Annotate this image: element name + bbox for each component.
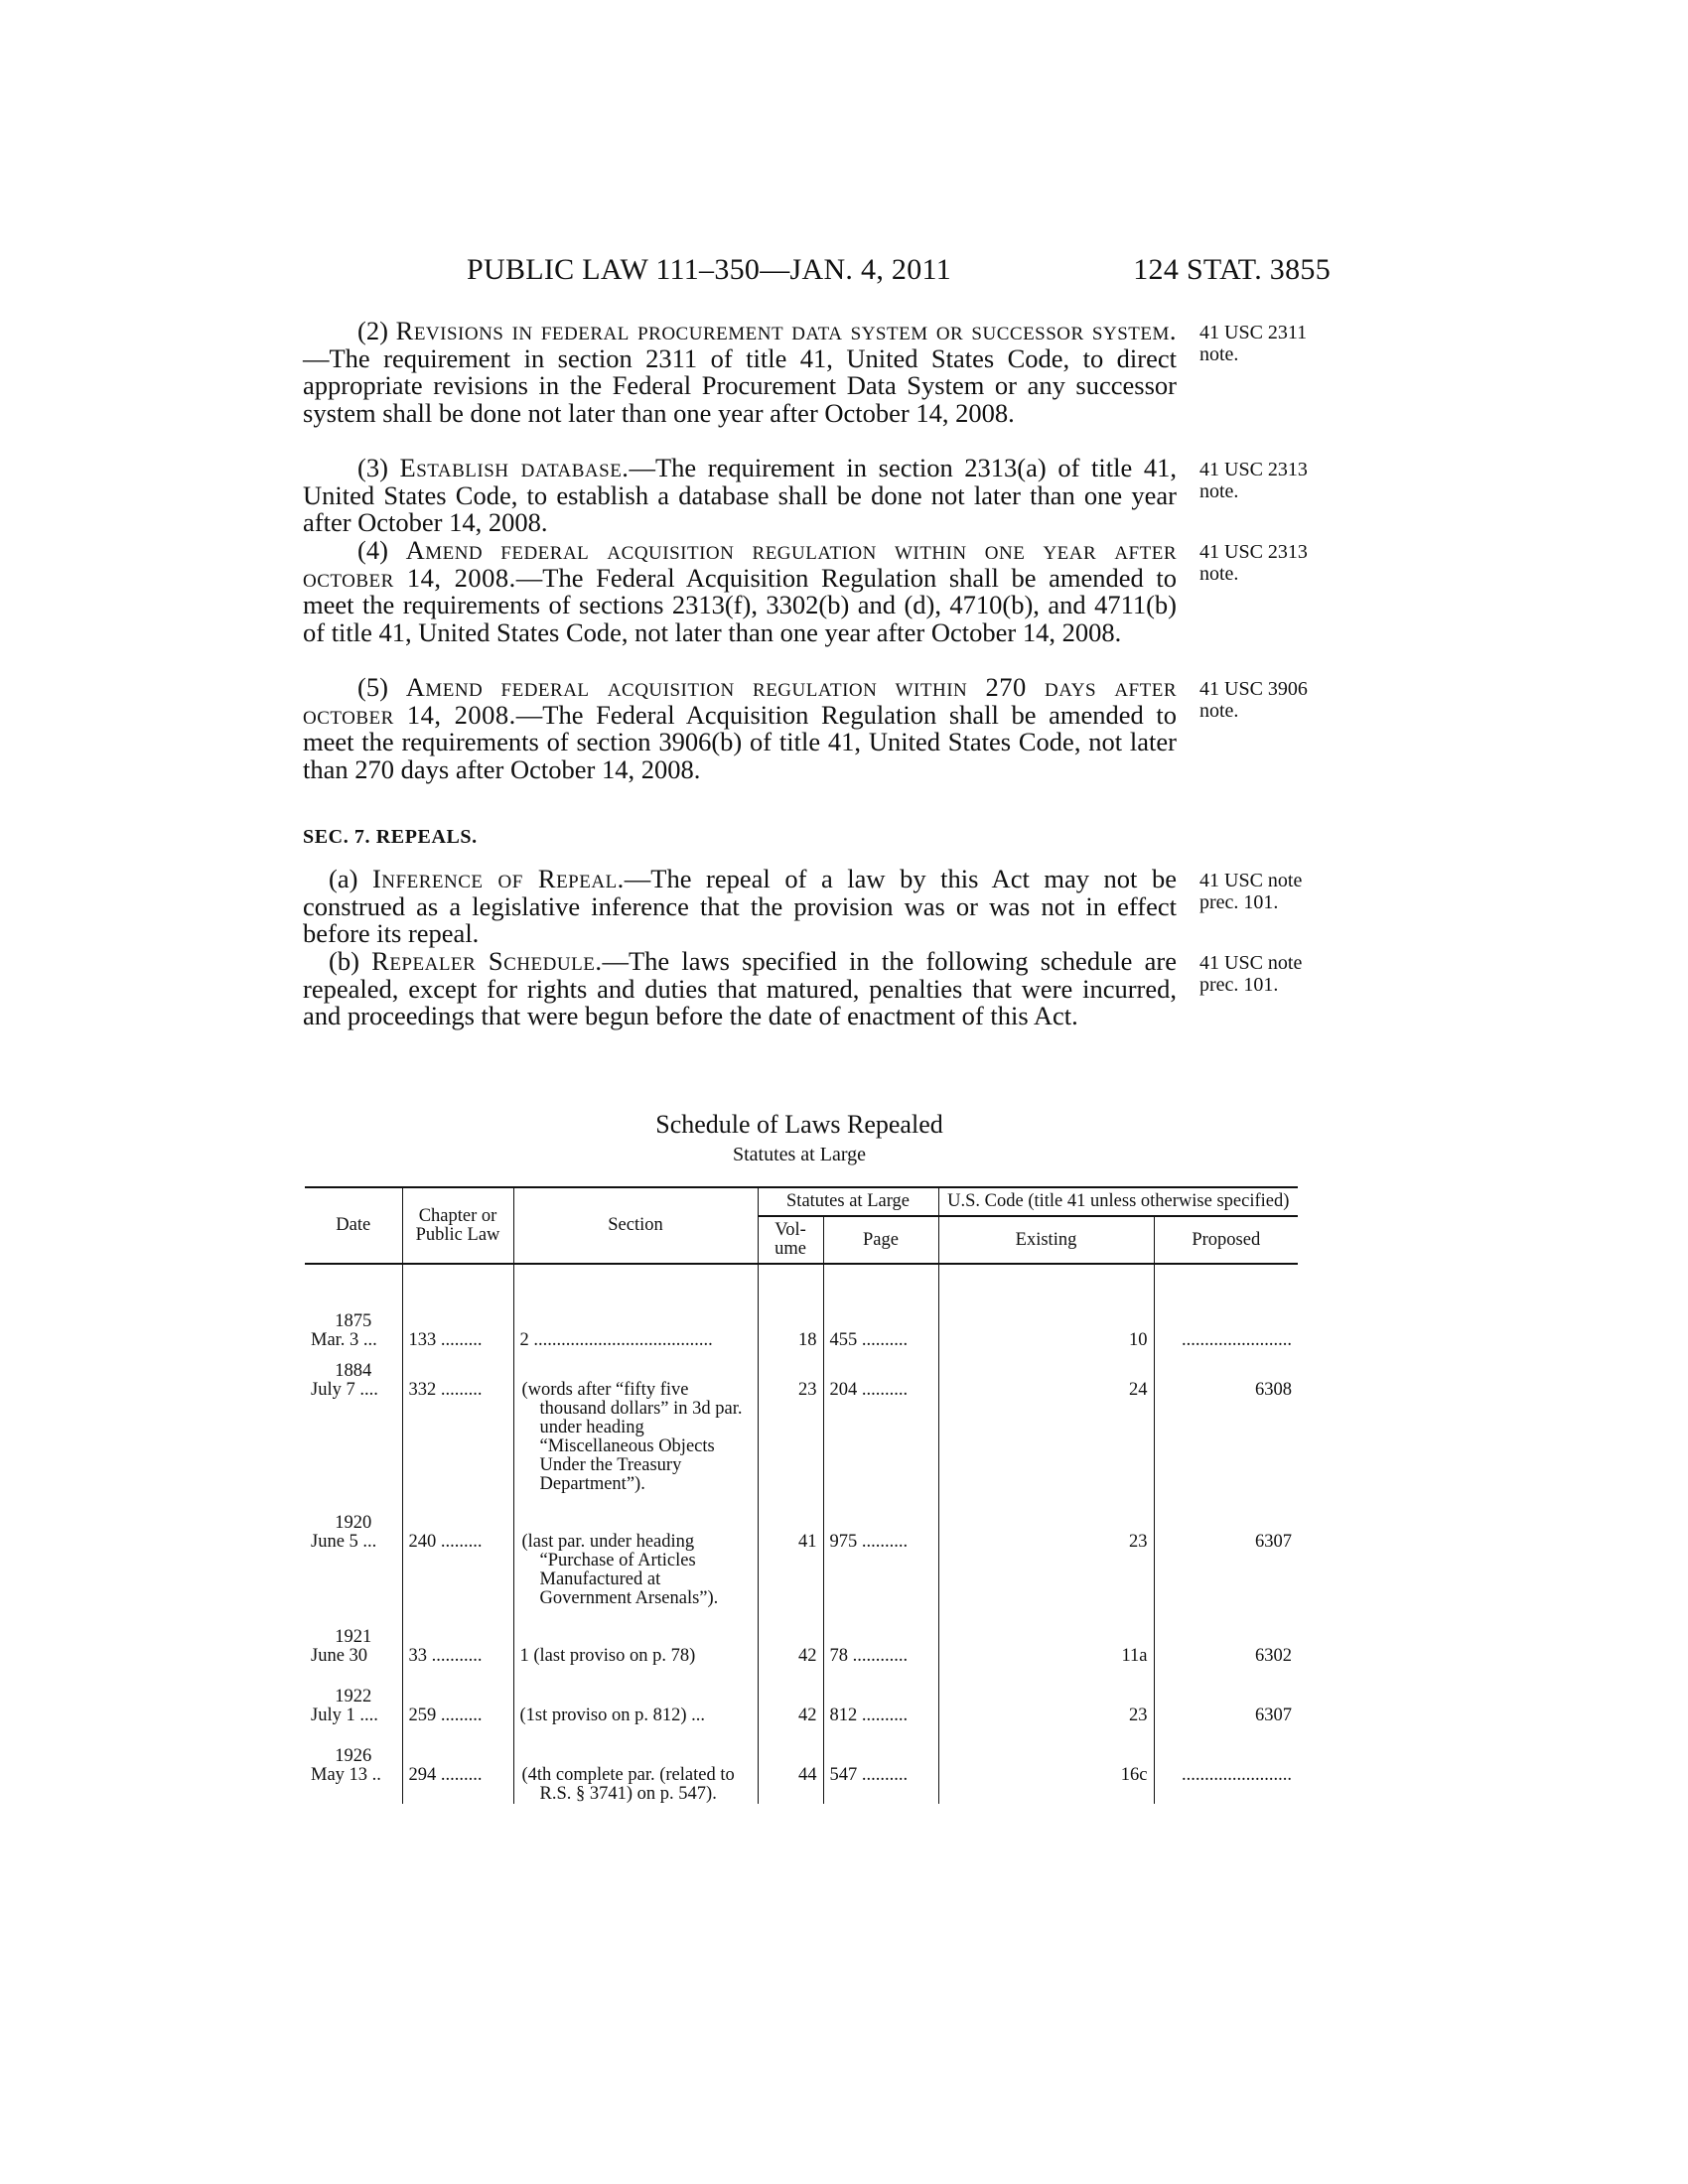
- paragraph-4: [303, 537, 1177, 646]
- subsection-number: (a): [329, 864, 358, 893]
- subsection-heading: Repealer Schedule.: [371, 946, 603, 976]
- row-date: June 5 ...: [311, 1532, 377, 1552]
- running-header-page: 124 STAT. 3855: [1133, 253, 1331, 286]
- table-row: [305, 1666, 1298, 1725]
- margin-note-label: note.: [1199, 480, 1239, 502]
- subsection-text: —The repeal of a law by this Act may not be construed as a legislative inference that the provision was or was not in effect before its repeal.: [303, 864, 1177, 949]
- margin-note: [1199, 678, 1338, 722]
- row-proposed: 6308: [1255, 1380, 1293, 1400]
- paragraph-text: —The requirement in section 2313(a) of title 41, United States Code, to establish a database shall be done not later than one year after October 14, 2008.: [303, 453, 1177, 538]
- row-existing: 23: [938, 1494, 1154, 1608]
- row-volume: 41: [758, 1494, 823, 1608]
- paragraph-text: —The Federal Acquisition Regulation shall be amended to meet the requirements of sections 2313(f), 3302(b) and (d), 4710(b), and 4711(b) of title 41, United States Code, not later than one year after October 14, 2008.: [303, 562, 1177, 647]
- paragraph-number: (4): [357, 535, 388, 565]
- header-statutes: Statutes at Large: [758, 1187, 938, 1216]
- row-chapter: 259 .........: [402, 1666, 513, 1725]
- header-volume: Vol-ume: [758, 1216, 823, 1264]
- header-date: Date: [305, 1187, 402, 1264]
- header-section: Section: [513, 1187, 758, 1264]
- row-year: 1884: [335, 1361, 372, 1381]
- row-existing: 10: [938, 1302, 1154, 1350]
- paragraph-number: (3): [357, 453, 388, 482]
- subsection-b: [303, 948, 1177, 1030]
- table-row: [305, 1350, 1298, 1494]
- margin-note-citation: 41 USC note: [1199, 870, 1303, 891]
- margin-note-citation: 41 USC 2313: [1199, 459, 1308, 480]
- table-row: [305, 1725, 1298, 1804]
- row-proposed: ........................: [1182, 1330, 1293, 1350]
- row-page: 78 ............: [823, 1608, 938, 1666]
- table-row: [305, 1494, 1298, 1608]
- row-date: July 1 ....: [311, 1706, 378, 1725]
- paragraph-5: [303, 674, 1177, 783]
- paragraph-heading: Amend federal acquisition regulation within 270 days after october 14, 2008.: [303, 672, 1177, 730]
- row-volume: 44: [758, 1725, 823, 1804]
- table-row: [305, 1608, 1298, 1666]
- subsection-a: [303, 866, 1177, 948]
- row-page: 204 ..........: [823, 1350, 938, 1494]
- row-volume: 42: [758, 1608, 823, 1666]
- margin-note-citation: 41 USC 2313: [1199, 541, 1308, 563]
- margin-note: [1199, 322, 1338, 365]
- header-existing: Existing: [938, 1216, 1154, 1264]
- row-existing: 16c: [938, 1725, 1154, 1804]
- table-row: [305, 1302, 1298, 1350]
- paragraph-heading: Establish database.: [399, 453, 630, 482]
- row-page: 547 ..........: [823, 1725, 938, 1804]
- margin-note-label: note.: [1199, 700, 1239, 722]
- margin-note-citation: 41 USC note: [1199, 952, 1303, 974]
- row-existing: 24: [938, 1350, 1154, 1494]
- row-proposed: 6302: [1255, 1646, 1293, 1666]
- schedule-table: [305, 1186, 1298, 1804]
- row-existing: 11a: [938, 1608, 1154, 1666]
- row-year: 1921: [335, 1627, 372, 1647]
- row-proposed: 6307: [1255, 1532, 1293, 1552]
- running-header-title: PUBLIC LAW 111–350—JAN. 4, 2011: [467, 253, 952, 286]
- row-proposed: ........................: [1182, 1765, 1293, 1785]
- margin-note-label: note.: [1199, 563, 1239, 585]
- schedule-subtitle: Statutes at Large: [732, 1144, 867, 1165]
- row-date: July 7 ....: [311, 1380, 378, 1400]
- subsection-number: (b): [329, 946, 359, 976]
- row-date: Mar. 3 ...: [311, 1330, 377, 1350]
- row-year: 1922: [335, 1687, 372, 1706]
- margin-note-label: note.: [1199, 343, 1239, 365]
- row-year: 1920: [335, 1513, 372, 1533]
- row-page: 812 ..........: [823, 1666, 938, 1725]
- header-proposed: Proposed: [1154, 1216, 1298, 1264]
- paragraph-number: (5): [357, 672, 388, 702]
- header-page: Page: [823, 1216, 938, 1264]
- paragraph-text: —The Federal Acquisition Regulation shall be amended to meet the requirements of section 3906(b) of title 41, United States Code, not later than 270 days after October 14, 2008.: [303, 699, 1177, 784]
- row-year: 1875: [335, 1311, 372, 1331]
- header-uscode: U.S. Code (title 41 unless otherwise specified): [938, 1187, 1298, 1216]
- row-section: (last par. under heading “Purchase of Articles Manufactured at Government Arsenals”).: [513, 1494, 758, 1608]
- row-volume: 42: [758, 1666, 823, 1725]
- row-chapter: 294 .........: [402, 1725, 513, 1804]
- section-heading: SEC. 7. REPEALS.: [303, 826, 478, 848]
- row-volume: 23: [758, 1350, 823, 1494]
- row-date: June 30: [311, 1646, 368, 1666]
- paragraph-heading: Amend federal acquisition regulation within one year after october 14, 2008.: [303, 535, 1177, 593]
- row-volume: 18: [758, 1302, 823, 1350]
- margin-note: [1199, 870, 1338, 913]
- row-date: May 13 ..: [311, 1765, 381, 1785]
- paragraph-number: (2): [357, 316, 388, 345]
- subsection-heading: Inference of Repeal.: [371, 864, 625, 893]
- row-section: 1 (last proviso on p. 78): [513, 1608, 758, 1666]
- row-existing: 23: [938, 1666, 1154, 1725]
- header-chapter: Chapter or Public Law: [402, 1187, 513, 1264]
- margin-note-label: prec. 101.: [1199, 974, 1279, 996]
- margin-note: [1199, 459, 1338, 502]
- margin-note-label: prec. 101.: [1199, 891, 1279, 913]
- paragraph-2: [303, 318, 1177, 427]
- row-page: 975 ..........: [823, 1494, 938, 1608]
- row-chapter: 332 .........: [402, 1350, 513, 1494]
- margin-note-citation: 41 USC 2311: [1199, 322, 1308, 343]
- subsection-text: —The laws specified in the following schedule are repealed, except for rights and duties that matured, penalties that were incurred, and proceedings that were begun before the date of enactment of this Act.: [303, 946, 1178, 1031]
- paragraph-heading: Revisions in federal procurement data system or successor system.: [395, 316, 1178, 345]
- margin-note: [1199, 952, 1338, 996]
- row-section: (words after “fifty five thousand dollars” in 3d par. under heading “Miscellaneous Objects Under the Treasury Department”).: [513, 1350, 758, 1494]
- schedule-title: Schedule of Laws Repealed: [655, 1110, 943, 1139]
- paragraph-3: [303, 455, 1177, 537]
- row-page: 455 ..........: [823, 1302, 938, 1350]
- row-year: 1926: [335, 1746, 372, 1766]
- row-chapter: 33 ...........: [402, 1608, 513, 1666]
- row-proposed: 6307: [1255, 1706, 1293, 1725]
- margin-note-citation: 41 USC 3906: [1199, 678, 1308, 700]
- row-section: 2 .......................................: [513, 1302, 758, 1350]
- row-section: (4th complete par. (related to R.S. § 3741) on p. 547).: [513, 1725, 758, 1804]
- row-chapter: 240 .........: [402, 1494, 513, 1608]
- margin-note: [1199, 541, 1338, 585]
- paragraph-text: —The requirement in section 2311 of title 41, United States Code, to direct appropriate revisions in the Federal Procurement Data System or any successor system shall be done not later than one year after October 14, 2008.: [303, 342, 1177, 428]
- row-chapter: 133 .........: [402, 1302, 513, 1350]
- row-section: (1st proviso on p. 812) ...: [513, 1666, 758, 1725]
